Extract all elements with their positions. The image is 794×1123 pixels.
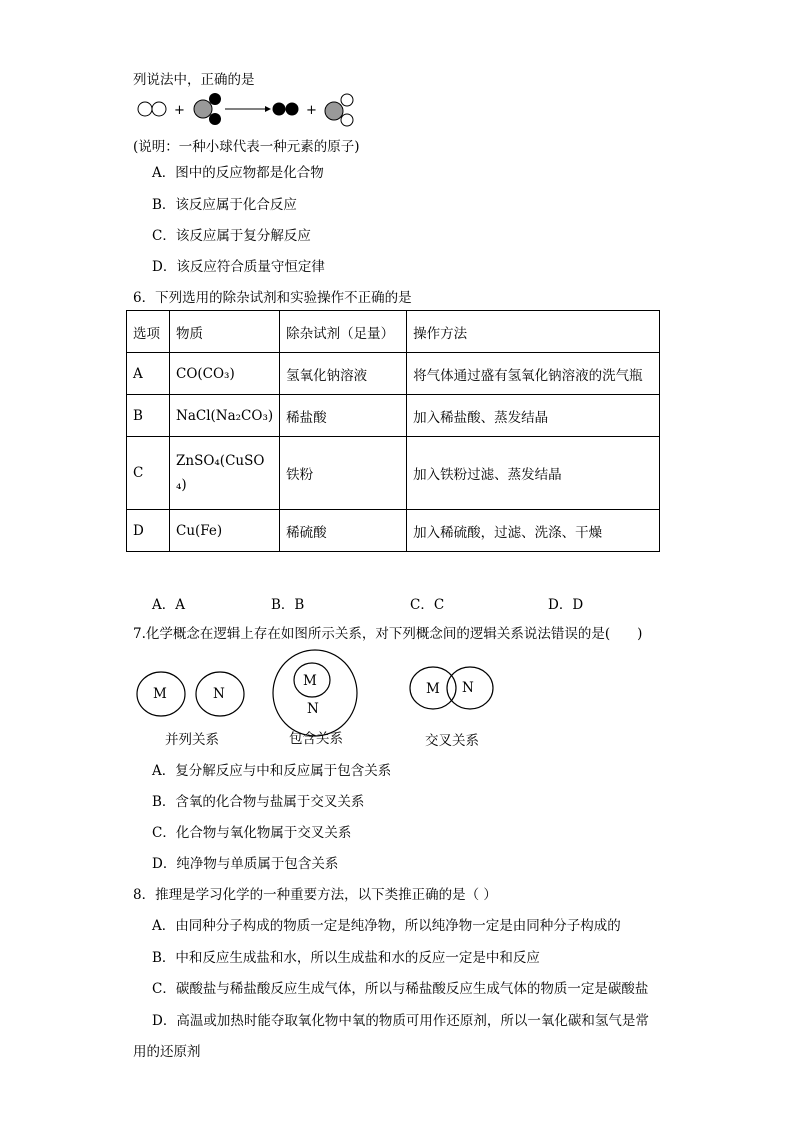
row-reagent: 氢氧化钠溶液	[280, 353, 407, 395]
label-parallel: 并列关系	[165, 732, 219, 748]
q8-option-d: D．高温或加热时能夺取氧化物中氧的物质可用作还原剂，所以一氧化碳和氢气是常	[152, 1013, 649, 1029]
row-method: 将气体通过盛有氢氧化钠溶液的洗气瓶	[407, 353, 660, 395]
row-substance: NaCl(Na₂CO₃)	[170, 395, 280, 437]
parallel-label-n: N	[213, 686, 225, 702]
q8-option-b: B．中和反应生成盐和水，所以生成盐和水的反应一定是中和反应	[152, 950, 540, 966]
inclusion-label-n: N	[307, 701, 319, 717]
q8-option-d-continued: 用的还原剂	[133, 1044, 201, 1060]
header-method: 操作方法	[407, 311, 660, 353]
parallel-label-m: M	[153, 686, 167, 702]
row-option: D	[127, 510, 170, 552]
row-option: A	[127, 353, 170, 395]
q5-option-b: B．该反应属于化合反应	[152, 197, 297, 213]
intersection-label-m: M	[426, 681, 440, 697]
q5-option-d: D．该反应符合质量守恒定律	[152, 259, 325, 275]
q5-option-a: A．图中的反应物都是化合物	[152, 165, 324, 181]
svg-text:+: +	[174, 103, 185, 118]
row-method: 加入稀硫酸，过滤、洗涤、干燥	[407, 510, 660, 552]
q8-option-c: C．碳酸盐与稀盐酸反应生成气体，所以与稀盐酸反应生成气体的物质一定是碳酸盐	[152, 981, 649, 997]
header-option: 选项	[127, 311, 170, 353]
label-inclusion: 包含关系	[289, 731, 343, 747]
q6-choice-c: C．C	[410, 597, 445, 613]
q5-note: (说明：一种小球代表一种元素的原子)	[133, 139, 360, 155]
q5-stem-tail: 列说法中，正确的是	[133, 72, 255, 88]
q8-stem: 8．推理是学习化学的一种重要方法，以下类推正确的是（ ）	[133, 887, 497, 903]
q5-option-c: C．该反应属于复分解反应	[152, 228, 311, 244]
row-substance: Cu(Fe)	[170, 510, 280, 552]
q7-stem: 7.化学概念在逻辑上存在如图所示关系，对下列概念间的逻辑关系说法错误的是( )	[133, 626, 643, 642]
row-substance: ZnSO₄(CuSO₄)	[170, 437, 280, 510]
q6-choice-d: D．D	[548, 597, 584, 613]
header-substance: 物质	[170, 311, 280, 353]
q7-option-d: D．纯净物与单质属于包含关系	[152, 856, 339, 872]
row-substance: CO(CO₃)	[170, 353, 280, 395]
row-reagent: 铁粉	[280, 437, 407, 510]
row-option: B	[127, 395, 170, 437]
row-option: C	[127, 437, 170, 510]
row-reagent: 稀盐酸	[280, 395, 407, 437]
q8-option-a: A．由同种分子构成的物质一定是纯净物，所以纯净物一定是由同种分子构成的	[152, 918, 621, 934]
header-reagent: 除杂试剂（足量）	[280, 311, 407, 353]
row-method: 加入稀盐酸、蒸发结晶	[407, 395, 660, 437]
label-intersection: 交叉关系	[425, 733, 479, 749]
row-method: 加入铁粉过滤、蒸发结晶	[407, 437, 660, 510]
q7-option-c: C．化合物与氧化物属于交叉关系	[152, 825, 352, 841]
q6-choice-a: A．A	[152, 597, 185, 613]
intersection-label-n: N	[462, 680, 474, 696]
row-reagent: 稀硫酸	[280, 510, 407, 552]
inclusion-label-m: M	[303, 673, 317, 689]
q7-option-a: A．复分解反应与中和反应属于包含关系	[152, 763, 392, 779]
svg-text:+: +	[306, 103, 317, 118]
q6-choice-b: B．B	[271, 597, 305, 613]
q7-option-b: B．含氧的化合物与盐属于交叉关系	[152, 794, 365, 810]
q6-stem: 6．下列选用的除杂试剂和实验操作不正确的是	[133, 290, 412, 306]
